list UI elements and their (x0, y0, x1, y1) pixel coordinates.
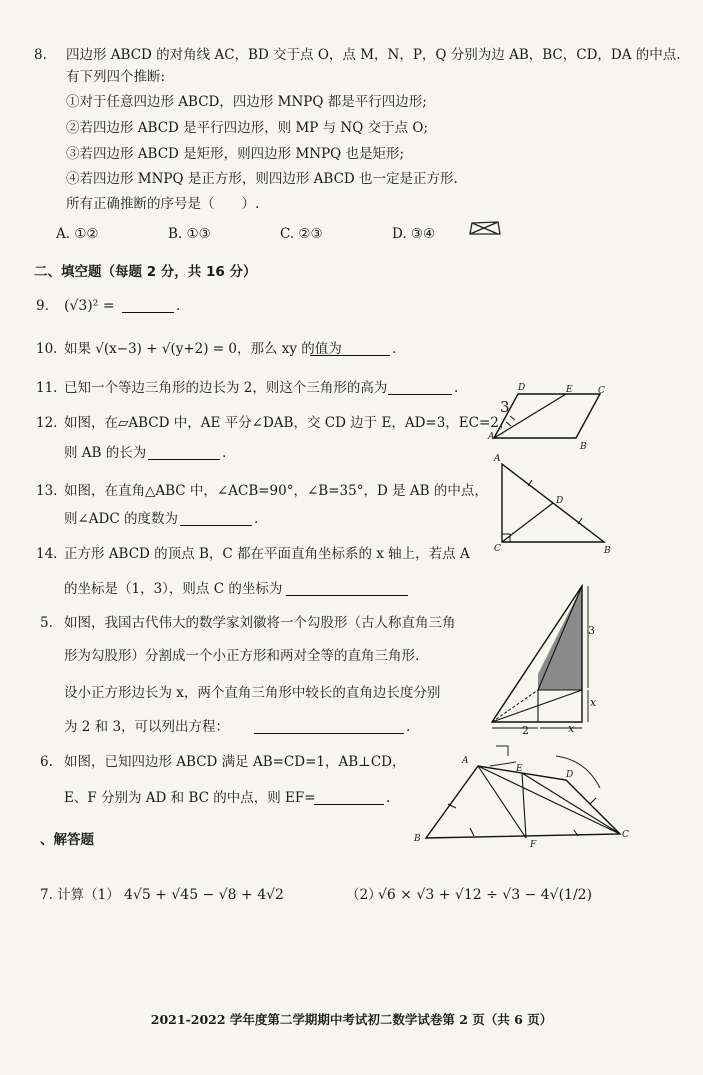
q8-option-a: A. ①② (56, 226, 99, 242)
q12-label-b: B (580, 442, 587, 452)
page-footer: 2021-2022 学年度第二学期期中考试初二数学试卷第 2 页（共 6 页） (150, 1012, 553, 1027)
q16-label-d: D (566, 770, 574, 780)
q16-number: 6. (40, 754, 53, 770)
q9-expression: (√3)² = (64, 298, 115, 314)
q13-answer-blank[interactable] (180, 511, 252, 526)
section-2-title: 二、填空题（每题 2 分，共 16 分） (34, 264, 257, 280)
q10-end: . (392, 341, 397, 357)
q16-answer-blank[interactable] (314, 790, 384, 805)
q13-line-2: 则∠ADC 的度数为 (64, 511, 179, 527)
q11-answer-blank[interactable] (388, 380, 452, 395)
q10-answer-blank[interactable] (310, 341, 390, 356)
q16-line-2: E、F 分别为 AD 和 BC 的中点，则 EF= (64, 790, 316, 806)
q8-number: 8. (34, 47, 47, 63)
q9-answer-blank[interactable] (122, 298, 174, 313)
q15-dissection-figure (488, 578, 604, 738)
section-3-title: 、解答题 (40, 832, 94, 848)
q13-label-d: D (556, 496, 564, 506)
q15-number: 5. (40, 615, 53, 631)
q13-label-b: B (604, 546, 611, 556)
q15-line-4: 为 2 和 3，可以列出方程： (64, 719, 230, 735)
q8-item-2: ②若四边形 ABCD 是平行四边形，则 MP 与 NQ 交于点 O; (66, 120, 429, 136)
q8-option-b: B. ①③ (168, 226, 211, 242)
q8-stem: 四边形 ABCD 的对角线 AC，BD 交于点 O，点 M，N，P，Q 分别为边 AB，BC，CD，DA 的中点. (66, 47, 681, 63)
q14-line-1: 正方形 ABCD 的顶点 B，C 都在平面直角坐标系的 x 轴上，若点 A (64, 546, 470, 562)
q16-quadrilateral-figure (416, 738, 628, 846)
q12-line-2: 则 AB 的长为 (64, 445, 147, 461)
q8-item-1: ①对于任意四边形 ABCD，四边形 MNPQ 都是平行四边形; (66, 94, 427, 110)
q16-label-e: E (516, 764, 523, 774)
q11-end: . (454, 380, 459, 396)
q12-label-a: A (488, 432, 495, 442)
q12-line-1: 如图，在▱ABCD 中，AE 平分∠DAB，交 CD 边于 E，AD=3，EC=2， (64, 415, 513, 431)
q9-number: 9. (36, 298, 49, 314)
q8-option-d: D. ③④ (392, 226, 436, 242)
q16-label-f: F (530, 840, 537, 850)
q8-item-3: ③若四边形 ABCD 是矩形，则四边形 MNPQ 也是矩形; (66, 146, 405, 162)
q15-label-x-vertical: x (590, 696, 597, 709)
q15-label-x-horizontal: x (568, 722, 575, 735)
q8-option-c: C. ②③ (280, 226, 323, 242)
q15-end: . (406, 719, 411, 735)
q16-label-a: A (462, 756, 469, 766)
scribble-mark (468, 220, 504, 238)
q11-text: 已知一个等边三角形的边长为 2，则这个三角形的高为 (64, 380, 388, 396)
q14-line-2: 的坐标是（1，3），则点 C 的坐标为 (64, 581, 283, 597)
q14-answer-blank[interactable] (286, 581, 408, 596)
q15-answer-blank[interactable] (254, 719, 404, 734)
q12-handwritten-3: 3 (500, 398, 510, 416)
q17-part-2-label: （2） (346, 887, 382, 903)
q10-text: 如果 √(x−3) + √(y+2) = 0，那么 xy 的值为 (64, 341, 342, 357)
q15-label-3: 3 (588, 624, 595, 637)
q13-triangle-figure (494, 458, 614, 550)
q8-prompt: 所有正确推断的序号是（ ）. (66, 196, 260, 212)
q17-expression-1: 4√5 + √45 − √8 + 4√2 (124, 887, 284, 903)
q15-label-2: 2 (522, 724, 529, 737)
q17-expression-2: √6 × √3 + √12 ÷ √3 − 4√(1/2) (378, 887, 593, 903)
q15-line-3: 设小正方形边长为 x，两个直角三角形中较长的直角边长度分别 (64, 685, 441, 701)
q8-item-4: ④若四边形 MNPQ 是正方形，则四边形 ABCD 也一定是正方形. (66, 171, 458, 187)
q13-number: 13. (36, 483, 58, 499)
q15-line-1: 如图，我国古代伟大的数学家刘徽将一个勾股形（古人称直角三角 (64, 615, 456, 631)
q16-line-1: 如图，已知四边形 ABCD 满足 AB=CD=1，AB⊥CD， (64, 754, 406, 770)
q16-label-b: B (414, 834, 421, 844)
q12-label-e: E (566, 385, 573, 395)
q15-line-2: 形为勾股形）分割成一个小正方形和两对全等的直角三角形. (64, 648, 420, 664)
q17-label: 7. 计算（1） (40, 887, 120, 903)
q16-label-c: C (622, 830, 629, 840)
q11-number: 11. (36, 380, 58, 396)
q13-label-a: A (494, 454, 501, 464)
q10-number: 10. (36, 341, 58, 357)
q8-intro: 有下列四个推断: (66, 69, 166, 85)
q12-number: 12. (36, 415, 58, 431)
q13-end: . (254, 511, 259, 527)
q13-label-c: C (494, 544, 501, 554)
q9-end: . (176, 298, 181, 314)
q14-number: 14. (36, 546, 58, 562)
q12-label-d: D (518, 383, 526, 393)
q13-line-1: 如图，在直角△ABC 中，∠ACB=90°，∠B=35°，D 是 AB 的中点， (64, 483, 488, 499)
q12-answer-blank[interactable] (148, 445, 220, 460)
q12-label-c: C (598, 386, 605, 396)
q16-end: . (386, 790, 391, 806)
q12-end: . (222, 445, 227, 461)
